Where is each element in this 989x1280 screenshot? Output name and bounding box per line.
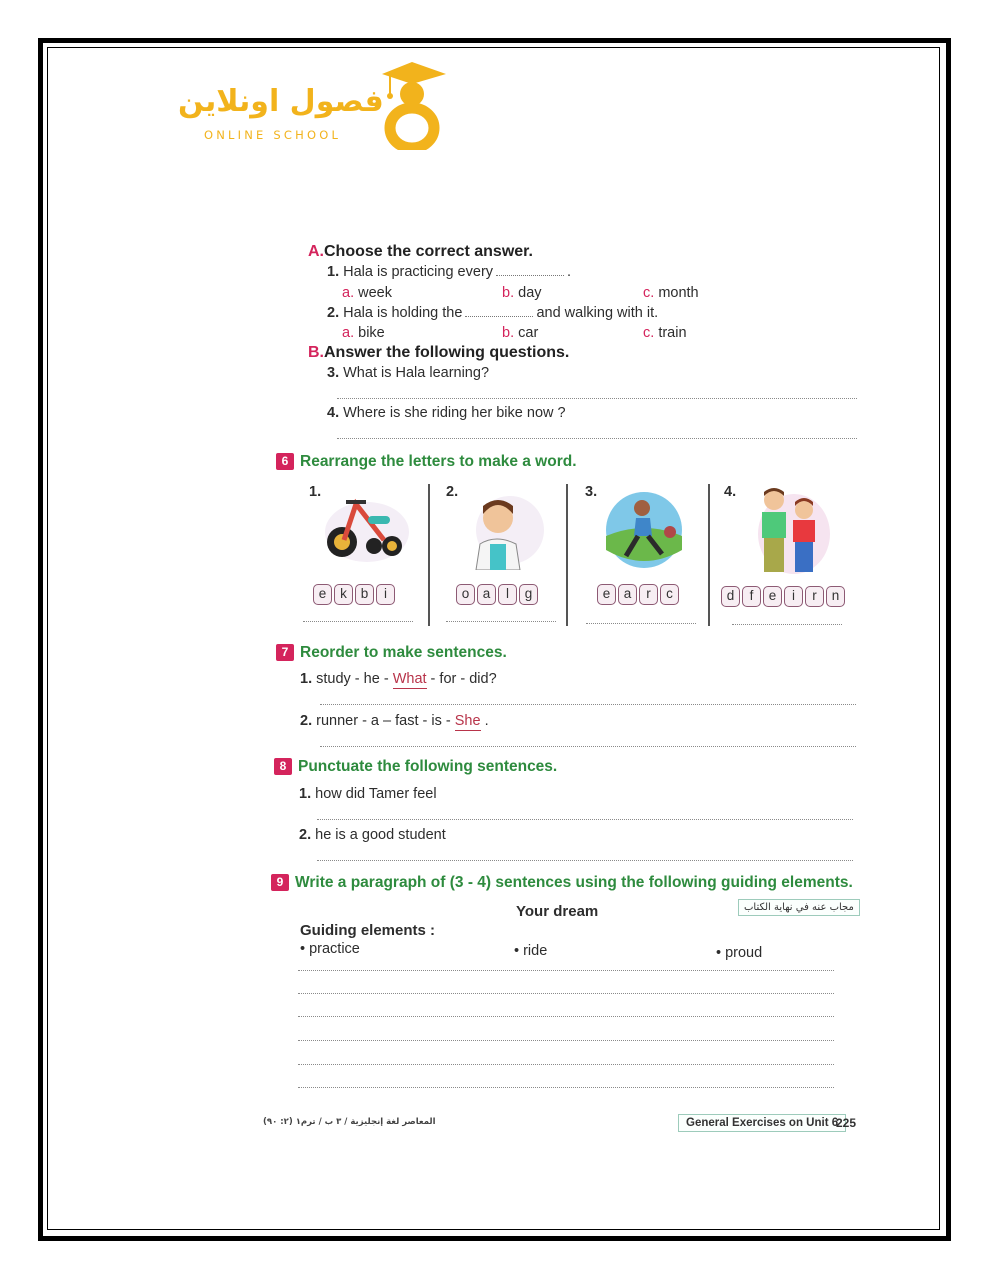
section-9-title: 9 Write a paragraph of (3 - 4) sentences using the following guiding elements. xyxy=(271,874,861,892)
answer-line[interactable] xyxy=(732,624,842,625)
letter-tile[interactable]: g xyxy=(519,584,538,605)
letter-tile[interactable]: e xyxy=(597,584,616,605)
punctuate-item-2: 2. he is a good student xyxy=(299,827,446,843)
runner-picture xyxy=(600,490,688,570)
option-2c[interactable]: c. train xyxy=(643,325,687,341)
letter-tile[interactable]: d xyxy=(721,586,740,607)
footer-book-info: المعاصر لغة إنجليزية / ٣ ب / ترم١ (٢: ٩٠) xyxy=(263,1117,436,1127)
letter-tiles-3 xyxy=(597,584,681,605)
paragraph-topic: Your dream xyxy=(516,903,599,920)
letter-tile[interactable]: b xyxy=(355,584,374,605)
writing-line[interactable] xyxy=(298,1087,834,1088)
section-8-title: 8 Punctuate the following sentences. xyxy=(274,758,557,776)
part-b-letter: B. xyxy=(308,344,324,361)
highlighted-word: She xyxy=(454,713,481,729)
column-divider xyxy=(566,484,568,626)
page-border-inner xyxy=(47,47,940,1230)
answer-line[interactable] xyxy=(317,860,853,861)
answer-key-tag: مجاب عنه في نهاية الكتاب xyxy=(738,899,860,916)
section-7-title: 7 Reorder to make sentences. xyxy=(276,644,507,662)
letter-tile[interactable]: n xyxy=(826,586,845,607)
tricycle-picture xyxy=(322,492,412,564)
letter-tile[interactable]: i xyxy=(784,586,803,607)
friends-picture xyxy=(752,486,832,580)
writing-line[interactable] xyxy=(298,970,834,971)
answer-line[interactable] xyxy=(446,621,556,622)
letter-tile[interactable]: a xyxy=(618,584,637,605)
graduation-cap-icon xyxy=(376,60,448,150)
question-2: 2. Hala is holding the and walking with it. xyxy=(327,305,659,321)
letter-tiles-4 xyxy=(721,586,847,607)
part-a-heading: A.Choose the correct answer. xyxy=(308,243,533,260)
question-1: 1. Hala is practicing every . xyxy=(327,264,572,280)
item-number: 2. xyxy=(446,484,459,500)
item-number: 4. xyxy=(724,484,737,500)
letter-tiles-1 xyxy=(313,584,397,605)
letter-tile[interactable]: o xyxy=(456,584,475,605)
letter-tile[interactable]: r xyxy=(639,584,658,605)
option-2a[interactable]: a. bike xyxy=(342,325,385,341)
letter-tile[interactable]: k xyxy=(334,584,353,605)
footer-unit-label: General Exercises on Unit 6 xyxy=(678,1114,846,1132)
answer-blank[interactable] xyxy=(465,306,533,317)
part-b-heading: B.Answer the following questions. xyxy=(308,344,570,361)
item-number: 1. xyxy=(309,484,322,500)
reorder-item-2: 2. runner - a – fast - is - She . xyxy=(300,713,489,729)
section-7-badge: 7 xyxy=(276,644,294,661)
letter-tile[interactable]: r xyxy=(805,586,824,607)
section-9-badge: 9 xyxy=(271,874,289,891)
letter-tile[interactable]: c xyxy=(660,584,679,605)
section-6-title: 6 Rearrange the letters to make a word. xyxy=(276,453,577,471)
answer-line[interactable] xyxy=(320,704,856,705)
answer-line[interactable] xyxy=(586,623,696,624)
answer-line-3[interactable] xyxy=(337,398,857,399)
option-2b[interactable]: b. car xyxy=(502,325,539,341)
answer-line[interactable] xyxy=(320,746,856,747)
letter-tile[interactable]: l xyxy=(498,584,517,605)
option-1c[interactable]: c. month xyxy=(643,285,699,301)
writing-line[interactable] xyxy=(298,1064,834,1065)
punctuate-item-1: 1. how did Tamer feel xyxy=(299,786,437,802)
option-1a[interactable]: a. week xyxy=(342,285,392,301)
guiding-element: • practice xyxy=(300,941,360,957)
letter-tile[interactable]: a xyxy=(477,584,496,605)
section-6-badge: 6 xyxy=(276,453,294,470)
guiding-element: • proud xyxy=(716,945,763,961)
letter-tile[interactable]: e xyxy=(313,584,332,605)
reorder-item-1: 1. study - he - What - for - did? xyxy=(300,671,497,687)
writing-line[interactable] xyxy=(298,1040,834,1041)
column-divider xyxy=(708,484,710,626)
answer-line[interactable] xyxy=(303,621,413,622)
part-a-letter: A. xyxy=(308,243,324,260)
letter-tile[interactable]: e xyxy=(763,586,782,607)
letter-tiles-2 xyxy=(456,584,540,605)
page-number: 225 xyxy=(836,1116,857,1130)
doctor-picture xyxy=(466,492,546,570)
item-number: 3. xyxy=(585,484,598,500)
guiding-label: Guiding elements : xyxy=(300,922,436,939)
logo-english-name: ONLINE SCHOOL xyxy=(204,128,342,142)
writing-line[interactable] xyxy=(298,1016,834,1017)
answer-line-4[interactable] xyxy=(337,438,857,439)
question-4: 4. Where is she riding her bike now ? xyxy=(327,405,566,421)
letter-tile[interactable]: f xyxy=(742,586,761,607)
logo-arabic-name: فصول اونلاين xyxy=(178,84,384,119)
guiding-element: • ride xyxy=(514,943,548,959)
column-divider xyxy=(428,484,430,626)
option-1b[interactable]: b. day xyxy=(502,285,542,301)
answer-blank[interactable] xyxy=(496,265,564,276)
question-3: 3. What is Hala learning? xyxy=(327,365,490,381)
highlighted-word: What xyxy=(392,671,427,687)
answer-line[interactable] xyxy=(317,819,853,820)
writing-line[interactable] xyxy=(298,993,834,994)
section-8-badge: 8 xyxy=(274,758,292,775)
letter-tile[interactable]: i xyxy=(376,584,395,605)
